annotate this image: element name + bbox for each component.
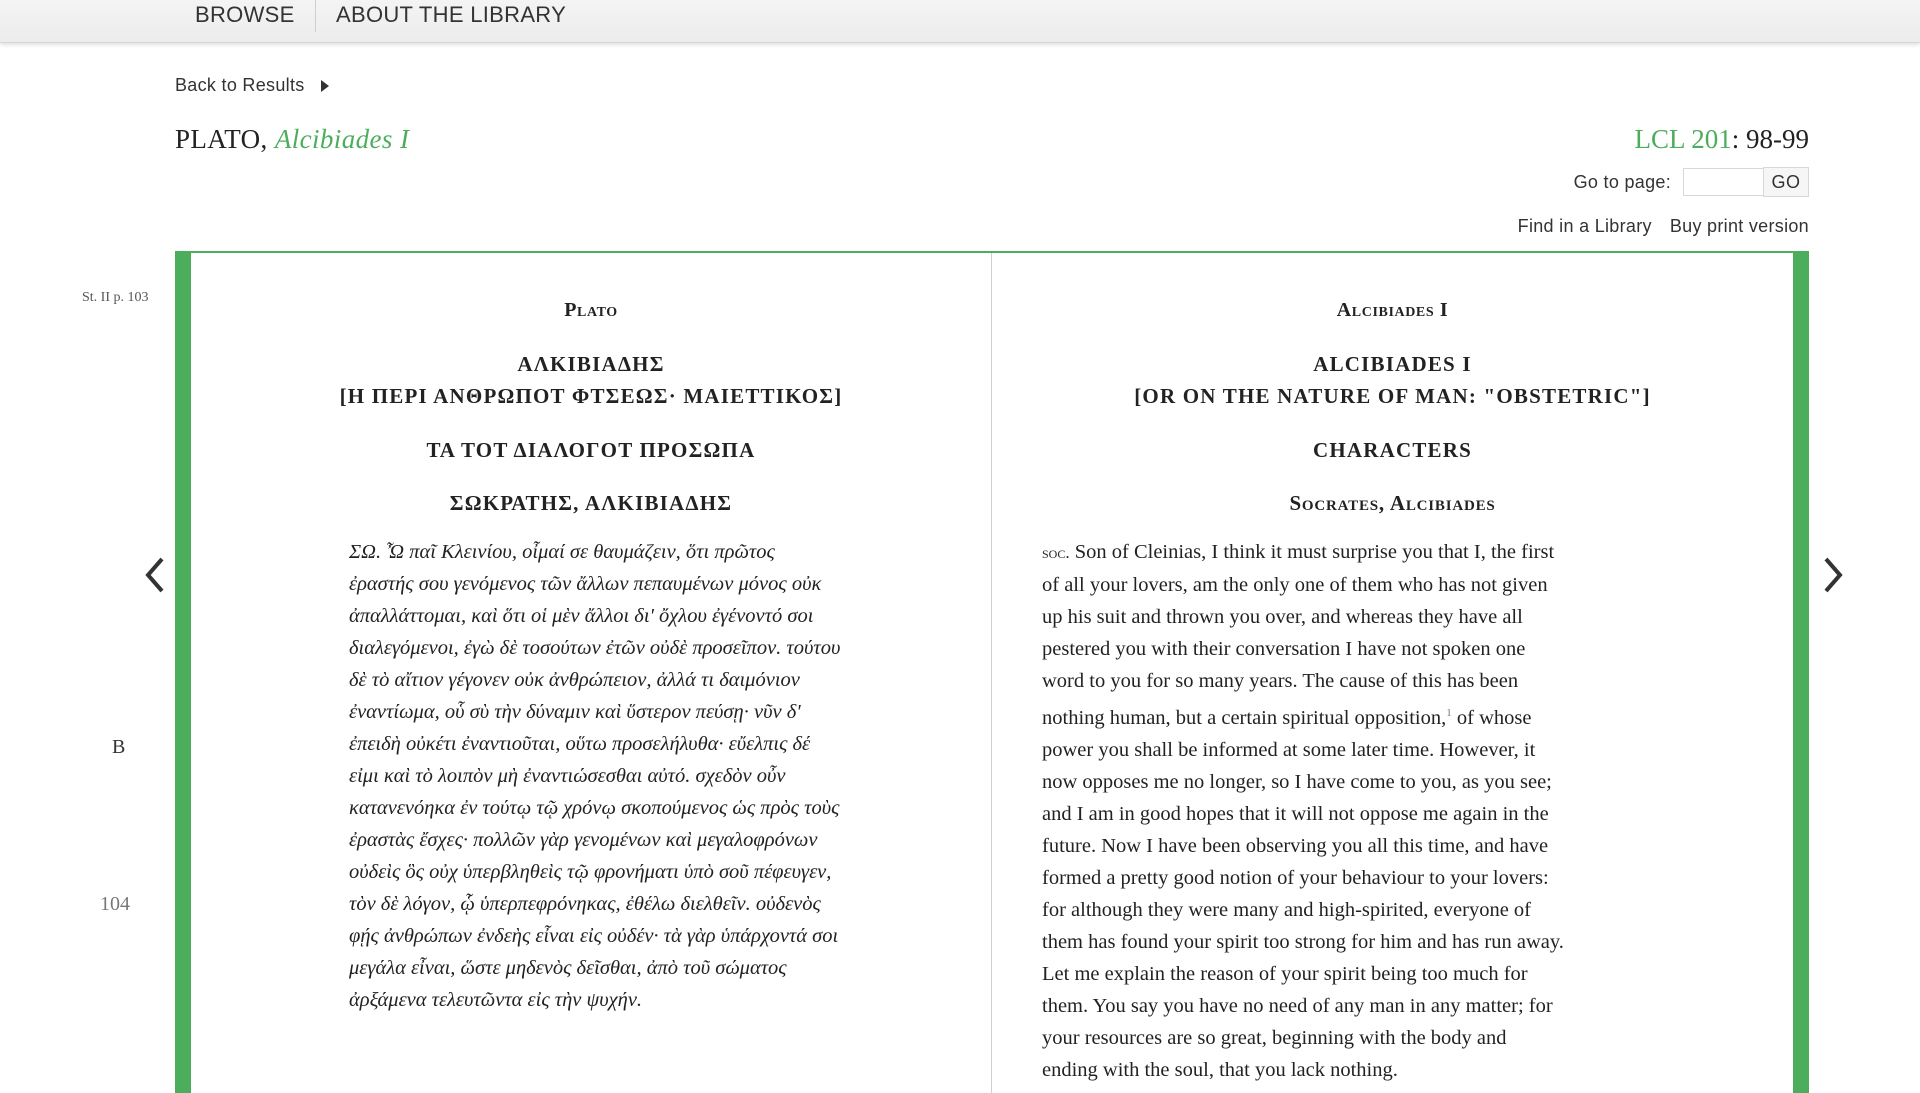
find-in-library-link[interactable]: Find in a Library [1517,216,1652,236]
greek-subtitle: [Η ΠΕΡΙ ΑΝΘΡΩΠΟΤ ΦΤΣΕΩΣ· ΜΑΙΕΤΤΙΚΟΣ] [339,384,843,408]
english-subtitle: [OR ON THE NATURE OF MAN: "OBSTETRIC"] [1134,384,1651,408]
go-to-page-label: Go to page: [1573,171,1671,192]
text-line: ἐναντίωμα, οὗ σὺ τὴν δύναμιν καὶ ὕστερον πεύσῃ· νῦν δ' [349,701,801,723]
text-fragment: of whose [1451,706,1532,729]
text-fragment: Son of Cleinias, I think it must surprise you that I, the first [1069,541,1555,563]
section-marker-104: 104 [100,893,130,915]
nav-divider [315,0,316,32]
text-line: διαλεγόμενοι, ἐγὼ δὲ τοσούτων ἐτῶν οὐδὲ προσεῖπον. τούτου [349,637,841,659]
volume-link[interactable]: LCL 201 [1634,124,1732,154]
text-line: τὸν δὲ λόγον, ᾧ ὑπερπεφρόνηκας, ἐθέλω διελθεῖν. οὐδενὸς [349,893,821,915]
go-to-page [1574,167,1809,197]
text-line: them has found your spirit too strong for him and has run away. [1042,930,1564,953]
text-line: power you shall be informed at some later time. However, it [1042,738,1536,761]
text-line [1042,697,1762,734]
text-line: future. Now I have been observing you all this time, and have [1042,834,1549,857]
text-line: κατανενόηκα ἐν τούτῳ τῷ χρόνῳ σκοπούμενος ὡς πρὸς τοὺς [349,797,840,819]
text-line: ΣΩ. Ὦ παῖ Κλεινίου, οἶμαί σε θαυμάζειν, ὅτι πρῶτος [349,541,775,563]
page-range: : 98-99 [1731,124,1809,154]
english-characters: Socrates, Alcibiades [1289,491,1496,515]
text-line: ἀπαλλάττομαι, καὶ ὅτι οἱ μὲν ἄλλοι δι' ὄχλου ἐγένοντό σοι [349,605,814,627]
stephanus-reference: St. II p. 103 [82,290,149,305]
nav-about-the-library[interactable]: ABOUT THE LIBRARY [336,2,567,27]
author-name: PLATO, [175,124,275,154]
text-line: and I am in good hopes that it will not oppose me again in the [1042,802,1549,825]
text-line: ἐραστής σου γενόμενος τῶν ἄλλων πεπαυμένων μόνος οὐκ [349,573,822,595]
back-to-results-label: Back to Results [175,75,305,95]
english-page [992,253,1793,1093]
text-line: δὲ τὸ αἴτιον γέγονεν οὐκ ἀνθρώπειον, ἀλλά τι δαιμόνιον [349,669,800,691]
text-fragment: nothing human, but a certain spiritual opposition, [1042,706,1447,729]
next-page-arrow-icon[interactable] [1818,555,1848,595]
go-button[interactable]: GO [1763,167,1809,197]
english-title: ALCIBIADES I [1313,352,1472,376]
english-running-head: Alcibiades I [1336,299,1449,321]
triangle-right-icon [321,80,329,92]
back-to-results-link[interactable] [175,75,329,96]
text-line: of all your lovers, am the only one of them who has not given [1042,574,1548,596]
text-line: pestered you with their conversation I have not spoken one [1042,638,1526,660]
text-line: Let me explain the reason of your spirit being too much for [1042,962,1528,985]
text-line: ἀρξάμενα τελευτῶντα εἰς τὴν ψυχήν. [349,989,643,1011]
volume-reference [1635,124,1810,155]
greek-characters: ΣΩΚΡΑΤΗΣ, ΑΛΚΙΒΙΑΔΗΣ [449,491,733,515]
page-title [175,124,409,155]
previous-page-arrow-icon[interactable] [140,555,170,595]
text-line: them. You say you have no need of any man in any matter; for [1042,994,1553,1017]
library-links [1518,216,1809,237]
text-line: for although they were many and high-spirited, everyone of [1042,898,1531,921]
text-line: word to you for so many years. The cause of this has been [1042,670,1519,692]
text-line: now opposes me no longer, so I have come to you, as you see; [1042,770,1552,793]
nav-browse[interactable]: BROWSE [195,2,295,27]
text-line: ἐπειδὴ οὐκέτι ἐναντιοῦται, οὕτω προσελήλυθα· εὔελπις δέ [349,733,811,755]
speaker-label: soc. [1042,543,1070,562]
text-line: formed a pretty good notion of your behaviour to your lovers: [1042,866,1549,889]
english-characters-heading: CHARACTERS [1312,438,1473,462]
greek-text [349,536,959,1016]
reader-right-border [1793,253,1809,1093]
book-reader [175,251,1809,1093]
greek-page [191,253,991,1093]
text-line: ending with the soul, that you lack nothing. [1042,1058,1398,1081]
text-line [1042,536,1762,569]
section-marker-b: B [112,736,126,758]
reader-left-border [175,253,191,1093]
text-line: ἐραστὰς ἔσχες· πολλῶν γὰρ γενομένων καὶ μεγαλοφρόνων [349,829,818,851]
greek-characters-heading: ΤΑ ΤΟΤ ΔΙΑΛΟΓΟΤ ΠΡΟΣΩΠΑ [426,438,756,462]
text-line: οὐδεὶς ὃς οὐχ ὑπερβληθεὶς τῷ φρονήματι ὑπὸ σοῦ πέφευγεν, [349,861,832,883]
page-number-input[interactable] [1683,168,1763,196]
work-title-link[interactable]: Alcibiades I [274,124,410,154]
buy-print-version-link[interactable]: Buy print version [1669,216,1809,236]
english-text [1042,536,1762,1086]
footnote-reference[interactable]: 1 [1446,707,1452,719]
top-nav-bar [0,0,1920,43]
text-line: your resources are so great, beginning with the body and [1042,1026,1507,1049]
text-line: up his suit and thrown you over, and whereas they have all [1042,606,1523,628]
text-line: μεγάλα εἶναι, ὥστε μηδενὸς δεῖσθαι, ἀπὸ τοῦ σώματος [349,957,787,979]
text-line: φῄς ἀνθρώπων ἐνδεὴς εἶναι εἰς οὐδέν· τὰ γὰρ ὑπάρχοντά σοι [349,925,839,947]
greek-title: ΑΛΚΙΒΙΑΔΗΣ [517,352,665,376]
greek-running-head: Plato [564,299,618,321]
text-line: εἰμι καὶ τὸ λοιπὸν μὴ ἐναντιώσεσθαι αὐτό. σχεδὸν οὖν [349,765,786,787]
